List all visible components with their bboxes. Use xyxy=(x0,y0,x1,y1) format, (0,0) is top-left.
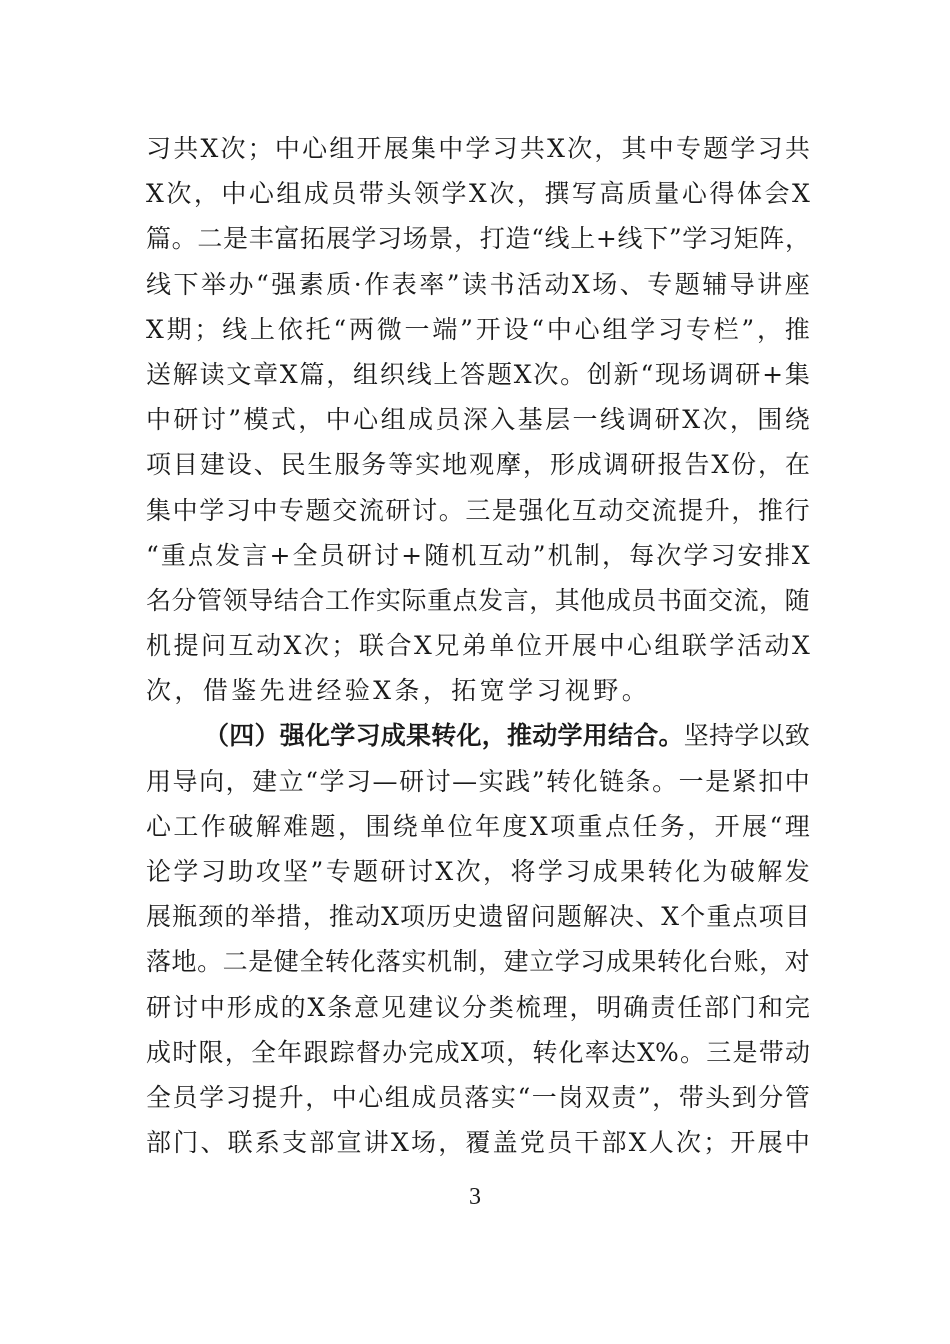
paragraph-line: 研 讨 中 形 成 的 X 条 意 见 建 议 分 类 梳 理 ， 明 确 责 任 部 门 和 完 xyxy=(146,992,810,1022)
paragraph-line: 机 提 问 互 动 X 次 ； 联 合 X 兄 弟 单 位 开 展 中 心 组 联 学 活 动 X xyxy=(146,631,810,661)
paragraph-line: 心 工 作 破 解 难 题 ， 围 绕 单 位 年 度 X 项 重 点 任 务 ， 开 展 “ 理 xyxy=(146,811,810,841)
paragraph-line: 全 员 学 习 提 升 ， 中 心 组 成 员 落 实 “ 一 岗 双 责 ” ， 带 头 到 分 管 xyxy=(146,1082,810,1112)
paragraph-line: 篇 。 二 是 丰 富 拓 展 学 习 场 景 ， 打 造 “ 线 上 + 线 下 ” 学 习 矩 阵 ， xyxy=(146,224,810,254)
paragraph-line: 送 解 读 文 章 X 篇 ， 组 织 线 上 答 题 X 次 。 创 新 “ 现 场 调 研 + 集 xyxy=(146,359,810,389)
paragraph-line: 名 分 管 领 导 结 合 工 作 实 际 重 点 发 言 ， 其 他 成 员 书 面 交 流 ， 随 xyxy=(146,585,810,615)
paragraph-line: 成 时 限 ， 全 年 跟 踪 督 办 完 成 X 项 ， 转 化 率 达 X% 。 三 是 带 动 xyxy=(146,1037,810,1067)
paragraph-line: 集 中 学 习 中 专 题 交 流 研 讨 。 三 是 强 化 互 动 交 流 提 升 ， 推 行 xyxy=(146,495,810,525)
paragraph-line: 习 共 X 次 ； 中 心 组 开 展 集 中 学 习 共 X 次 ， 其 中 专 题 学 习 共 xyxy=(146,134,810,163)
paragraph-line: X 期 ； 线 上 依 托 “ 两 微 一 端 ” 开 设 “ 中 心 组 学 习 专 栏 ” ， 推 xyxy=(146,314,810,344)
paragraph-line: 线 下 举 办 “ 强 素 质 · 作 表 率 ” 读 书 活 动 X 场 、 专 题 辅 导 讲 座 xyxy=(146,269,810,299)
paragraph-line: 次 ， 借 鉴 先 进 经 验 X 条 ， 拓 宽 学 习 视 野 。 xyxy=(146,676,651,706)
body-text xyxy=(146,126,810,1165)
paragraph-line: 落 地 。 二 是 健 全 转 化 落 实 机 制 ， 建 立 学 习 成 果 转 化 台 账 ， 对 xyxy=(146,947,810,977)
paragraph-line: 论 学 习 助 攻 坚 ” 专 题 研 讨 X 次 ， 将 学 习 成 果 转 化 为 破 解 发 xyxy=(146,857,810,886)
paragraph-line: 中 研 讨 ” 模 式 ， 中 心 组 成 员 深 入 基 层 一 线 调 研 X 次 ， 围 绕 xyxy=(146,405,810,435)
paragraph-line: “ 重 点 发 言 + 全 员 研 讨 + 随 机 互 动 ” 机 制 ， 每 次 学 习 安 排 X xyxy=(146,540,810,570)
paragraph-line: 展 瓶 颈 的 举 措 ， 推 动 X 项 历 史 遗 留 问 题 解 决 、 X 个 重 点 项 目 xyxy=(146,902,810,932)
paragraph-line: 部 门 、 联 系 支 部 宣 讲 X 场 ， 覆 盖 党 员 干 部 X 人 次 ； 开 展 中 xyxy=(146,1128,810,1158)
paragraph-line: 用 导 向 ， 建 立 “ 学 习 — 研 讨 — 实 践 ” 转 化 链 条 。 一 是 紧 扣 中 xyxy=(146,766,810,796)
page-number: 3 xyxy=(469,1184,481,1210)
paragraph-line: X 次 ， 中 心 组 成 员 带 头 领 学 X 次 ， 撰 写 高 质 量 心 得 体 会 X xyxy=(146,179,810,209)
section-heading-line: （ 四 ） 强 化 学 习 成 果 转 化 ， 推 动 学 用 结 合 。 坚 持 学 以 致 xyxy=(204,721,810,751)
paragraph-line: 项 目 建 设 、 民 生 服 务 等 实 地 观 摩 ， 形 成 调 研 报 告 X 份 ， 在 xyxy=(146,450,810,480)
